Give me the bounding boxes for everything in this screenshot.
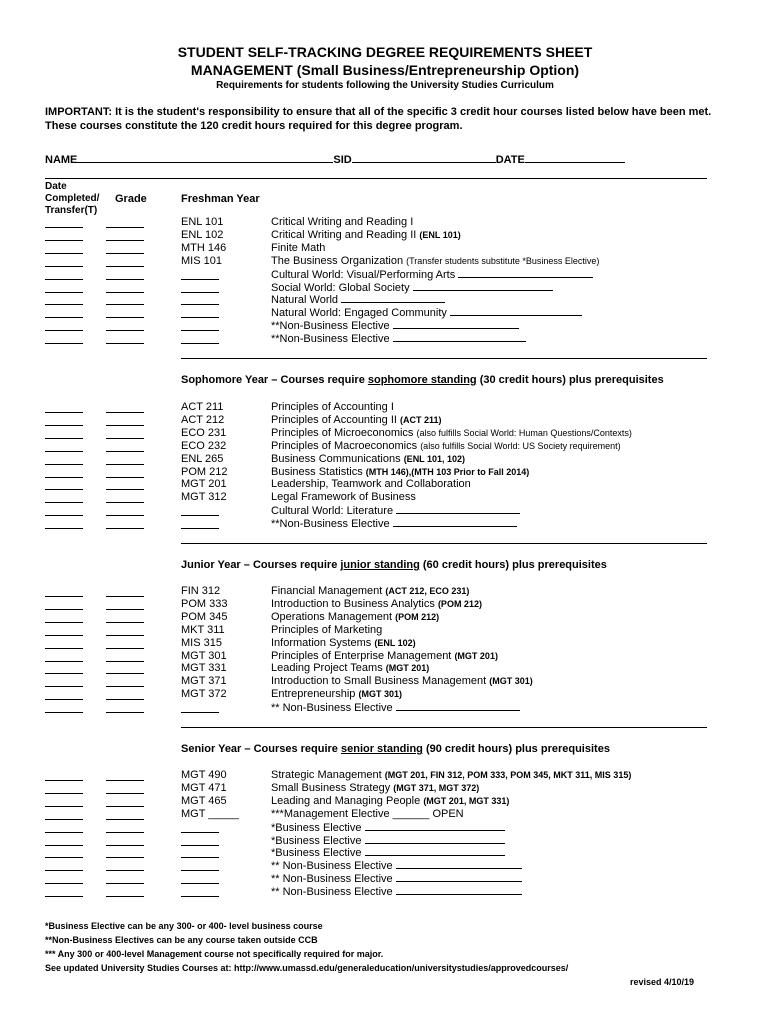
date-completed-blank[interactable] bbox=[45, 489, 83, 490]
course-title-text: *Business Elective bbox=[271, 847, 362, 860]
footnote-url: See updated University Studies Courses at: http://www.umassd.edu/generaleducation/universitystudies/approvedcourses/ bbox=[45, 963, 569, 973]
course-code: ACT 212 bbox=[181, 413, 225, 426]
course-code-blank[interactable] bbox=[181, 870, 219, 871]
course-title bbox=[271, 701, 520, 714]
course-title bbox=[271, 624, 382, 636]
course-prerequisites: (MGT 301) bbox=[358, 689, 402, 700]
course-title-text: Principles of Macroeconomics bbox=[271, 439, 418, 452]
course-title-text: Legal Framework of Business bbox=[271, 491, 416, 504]
senior-heading: Senior Year – Courses require senior standing (90 credit hours) plus prerequisites bbox=[181, 743, 610, 755]
date-completed-blank[interactable] bbox=[45, 686, 83, 687]
course-title bbox=[271, 662, 429, 674]
course-code-blank[interactable] bbox=[181, 832, 219, 833]
course-title bbox=[271, 675, 533, 687]
date-completed-blank[interactable] bbox=[45, 343, 83, 344]
course-title-text: ** Non-Business Elective bbox=[271, 886, 393, 899]
course-title-text: Principles of Accounting I bbox=[271, 401, 394, 413]
course-code: MIS 315 bbox=[181, 636, 222, 649]
section-divider bbox=[181, 543, 707, 544]
course-title bbox=[271, 281, 553, 294]
course-code-blank[interactable] bbox=[181, 515, 219, 516]
date-completed-blank[interactable] bbox=[45, 528, 83, 529]
course-fill-blank[interactable] bbox=[396, 504, 520, 514]
grade-blank[interactable] bbox=[106, 806, 144, 807]
course-title-text: Social World: Global Society bbox=[271, 281, 410, 294]
course-title-text: Principles of Marketing bbox=[271, 623, 383, 636]
course-title-text: Principles of Accounting II bbox=[271, 413, 397, 426]
course-title-text: Introduction to Business Analytics bbox=[271, 597, 435, 610]
course-title bbox=[271, 846, 505, 859]
date-completed-blank[interactable] bbox=[45, 438, 83, 439]
course-code: MGT 471 bbox=[181, 781, 227, 794]
course-title bbox=[271, 427, 632, 439]
grade-blank[interactable] bbox=[106, 515, 144, 516]
date-completed-blank[interactable] bbox=[45, 451, 83, 452]
footnote-business-elective: *Business Elective can be any 300- or 400- level business course bbox=[45, 921, 323, 931]
course-prerequisites: (ACT 211) bbox=[400, 414, 442, 425]
course-fill-blank[interactable] bbox=[365, 846, 505, 856]
course-code: POM 333 bbox=[181, 597, 228, 610]
grade-blank[interactable] bbox=[106, 673, 144, 674]
date-completed-blank[interactable] bbox=[45, 857, 83, 858]
course-fill-blank[interactable] bbox=[393, 319, 519, 329]
section-divider bbox=[181, 727, 707, 728]
course-title bbox=[271, 216, 413, 228]
course-title-text: Small Business Strategy bbox=[271, 781, 391, 794]
course-note: (also fulfills Social World: US Society requirement) bbox=[420, 440, 621, 451]
course-code: ACT 211 bbox=[181, 401, 224, 413]
course-title-text: Finite Math bbox=[271, 241, 326, 254]
course-fill-blank[interactable] bbox=[396, 859, 522, 869]
course-code: MGT 312 bbox=[181, 491, 227, 504]
grade-blank[interactable] bbox=[106, 819, 144, 820]
course-prerequisites: (ACT 212, ECO 231) bbox=[385, 586, 470, 596]
date-completed-blank[interactable] bbox=[45, 330, 83, 331]
date-completed-blank[interactable] bbox=[45, 819, 83, 820]
course-title-text: Introduction to Small Business Management bbox=[271, 675, 487, 688]
course-title-text: **Non-Business Elective bbox=[271, 518, 390, 531]
date-completed-blank[interactable] bbox=[45, 883, 83, 884]
date-completed-blank[interactable] bbox=[45, 609, 83, 610]
course-code-blank[interactable] bbox=[181, 712, 219, 713]
date-completed-blank[interactable] bbox=[45, 596, 83, 597]
name-field[interactable] bbox=[77, 151, 333, 163]
course-title bbox=[271, 414, 442, 426]
course-title-text: Natural World bbox=[271, 294, 339, 307]
grade-blank[interactable] bbox=[106, 596, 144, 597]
date-completed-blank[interactable] bbox=[45, 780, 83, 781]
grade-blank[interactable] bbox=[106, 412, 144, 413]
course-title-text: Principles of Microeconomics bbox=[271, 426, 414, 439]
date-label: DATE bbox=[495, 154, 525, 166]
course-prerequisites: (POM 212) bbox=[437, 598, 482, 609]
course-title bbox=[271, 611, 439, 623]
grade-blank[interactable] bbox=[106, 279, 144, 280]
sid-field[interactable] bbox=[352, 151, 496, 163]
grade-blank[interactable] bbox=[106, 304, 144, 305]
course-title bbox=[271, 229, 461, 241]
course-title bbox=[271, 650, 498, 662]
course-code-blank[interactable] bbox=[181, 343, 219, 344]
course-code-blank[interactable] bbox=[181, 317, 219, 318]
date-completed-blank[interactable] bbox=[45, 227, 83, 228]
grade-blank[interactable] bbox=[106, 330, 144, 331]
course-title-text: Critical Writing and Reading I bbox=[271, 216, 414, 228]
course-code: ENL 101 bbox=[181, 216, 224, 228]
course-code: MGT 301 bbox=[181, 649, 227, 662]
course-fill-blank[interactable] bbox=[396, 872, 522, 882]
course-title-text: Leading Project Teams bbox=[271, 662, 383, 675]
course-fill-blank[interactable] bbox=[341, 293, 445, 303]
grade-blank[interactable] bbox=[106, 489, 144, 490]
revision-date: revised 4/10/19 bbox=[630, 977, 695, 987]
date-completed-blank[interactable] bbox=[45, 253, 83, 254]
course-prerequisites: (MGT 201) bbox=[454, 650, 498, 661]
course-code-blank[interactable] bbox=[181, 528, 219, 529]
grade-column-header: Grade bbox=[115, 193, 147, 205]
course-title bbox=[271, 466, 529, 478]
date-completed-blank[interactable] bbox=[45, 699, 83, 700]
course-prerequisites: (MGT 301) bbox=[489, 676, 533, 687]
course-title bbox=[271, 293, 445, 306]
grade-blank[interactable] bbox=[106, 227, 144, 228]
course-title bbox=[271, 688, 402, 700]
course-fill-blank[interactable] bbox=[413, 281, 553, 291]
date-completed-blank[interactable] bbox=[45, 502, 83, 503]
course-title-text: Natural World: Engaged Community bbox=[271, 307, 447, 320]
course-title bbox=[271, 401, 394, 413]
course-title bbox=[271, 332, 526, 345]
course-title bbox=[271, 453, 465, 465]
grade-blank[interactable] bbox=[106, 870, 144, 871]
course-title bbox=[271, 268, 593, 281]
course-title bbox=[271, 769, 631, 781]
date-column-header: Date Completed/ Transfer(T) bbox=[45, 181, 100, 216]
grade-blank[interactable] bbox=[106, 425, 144, 426]
grade-blank[interactable] bbox=[106, 253, 144, 254]
page-subtitle: Requirements for students following the University Studies Curriculum bbox=[216, 80, 554, 91]
footnote-non-business-elective: **Non-Business Electives can be any course taken outside CCB bbox=[45, 935, 318, 945]
grade-blank[interactable] bbox=[106, 528, 144, 529]
grade-blank[interactable] bbox=[106, 896, 144, 897]
grade-blank[interactable] bbox=[106, 832, 144, 833]
grade-blank[interactable] bbox=[106, 317, 144, 318]
course-title-text: Cultural World: Literature bbox=[271, 505, 394, 518]
course-title-text: Cultural World: Visual/Performing Arts bbox=[271, 268, 456, 281]
course-code: MIS 101 bbox=[181, 254, 222, 267]
course-code: ENL 102 bbox=[181, 228, 224, 241]
course-code: MKT 311 bbox=[181, 623, 225, 636]
important-notice: IMPORTANT: It is the student's responsibility to ensure that all of the specific 3 credit hour courses listed below have been met. These courses constitute the 120 credit hours required for this degree program. bbox=[45, 106, 712, 132]
page-title-line1: STUDENT SELF-TRACKING DEGREE REQUIREMENTS SHEET bbox=[177, 44, 593, 60]
grade-blank[interactable] bbox=[106, 793, 144, 794]
course-code: MGT 490 bbox=[181, 769, 227, 781]
date-completed-blank[interactable] bbox=[45, 425, 83, 426]
date-completed-blank[interactable] bbox=[45, 648, 83, 649]
course-note: (Transfer students substitute *Business Elective) bbox=[406, 255, 600, 266]
course-code: MGT _____ bbox=[181, 807, 239, 820]
date-completed-blank[interactable] bbox=[45, 266, 83, 267]
course-title-text: Financial Management bbox=[271, 585, 383, 597]
grade-blank[interactable] bbox=[106, 477, 144, 478]
date-completed-blank[interactable] bbox=[45, 279, 83, 280]
course-prerequisites: (MGT 201, MGT 331) bbox=[423, 795, 510, 806]
grade-blank[interactable] bbox=[106, 343, 144, 344]
course-code-blank[interactable] bbox=[181, 279, 219, 280]
course-title-text: Strategic Management bbox=[271, 769, 382, 781]
grade-blank[interactable] bbox=[106, 883, 144, 884]
grade-blank[interactable] bbox=[106, 464, 144, 465]
footnote-management-elective: *** Any 300 or 400-level Management course not specifically required for major. bbox=[45, 949, 384, 959]
course-fill-blank[interactable] bbox=[396, 885, 522, 895]
grade-blank[interactable] bbox=[106, 845, 144, 846]
grade-blank[interactable] bbox=[106, 699, 144, 700]
course-code-blank[interactable] bbox=[181, 857, 219, 858]
grade-blank[interactable] bbox=[106, 686, 144, 687]
course-prerequisites: (ENL 102) bbox=[374, 637, 416, 648]
grade-blank[interactable] bbox=[106, 240, 144, 241]
course-title bbox=[271, 504, 520, 517]
course-code-blank[interactable] bbox=[181, 330, 219, 331]
course-title-text: Entrepreneurship bbox=[271, 688, 356, 701]
grade-blank[interactable] bbox=[106, 857, 144, 858]
date-completed-blank[interactable] bbox=[45, 477, 83, 478]
course-code: POM 212 bbox=[181, 465, 228, 478]
course-code-blank[interactable] bbox=[181, 304, 219, 305]
course-title bbox=[271, 637, 416, 649]
header-divider bbox=[45, 178, 707, 179]
course-title-text: Principles of Enterprise Management bbox=[271, 649, 452, 662]
section-divider bbox=[181, 358, 707, 359]
date-completed-blank[interactable] bbox=[45, 317, 83, 318]
course-title-text: Business Statistics bbox=[271, 465, 363, 478]
course-title-text: **Non-Business Elective bbox=[271, 320, 390, 333]
course-title-text: ** Non-Business Elective bbox=[271, 873, 393, 886]
course-title bbox=[271, 872, 522, 885]
course-title-text: Critical Writing and Reading II bbox=[271, 228, 417, 241]
course-code: ENL 265 bbox=[181, 452, 224, 465]
date-completed-blank[interactable] bbox=[45, 870, 83, 871]
course-code: POM 345 bbox=[181, 610, 228, 623]
date-completed-blank[interactable] bbox=[45, 832, 83, 833]
grade-blank[interactable] bbox=[106, 661, 144, 662]
date-completed-blank[interactable] bbox=[45, 240, 83, 241]
course-title-text: Leading and Managing People bbox=[271, 794, 421, 807]
course-code: ECO 231 bbox=[181, 426, 227, 439]
date-completed-blank[interactable] bbox=[45, 292, 83, 293]
course-prerequisites: (MGT 201) bbox=[385, 663, 430, 674]
course-code-blank[interactable] bbox=[181, 292, 219, 293]
course-title bbox=[271, 242, 325, 254]
course-prerequisites: (MGT 201, FIN 312, POM 333, POM 345, MKT 311, MIS 315) bbox=[384, 770, 632, 780]
course-code: MGT 372 bbox=[181, 688, 227, 701]
course-prerequisites: (MTH 146),(MTH 103 Prior to Fall 2014) bbox=[365, 466, 530, 477]
course-code-blank[interactable] bbox=[181, 883, 219, 884]
date-completed-blank[interactable] bbox=[45, 622, 83, 623]
date-completed-blank[interactable] bbox=[45, 673, 83, 674]
date-completed-blank[interactable] bbox=[45, 896, 83, 897]
course-title bbox=[271, 440, 621, 452]
course-prerequisites: (POM 212) bbox=[395, 611, 440, 622]
course-title bbox=[271, 885, 522, 898]
grade-blank[interactable] bbox=[106, 780, 144, 781]
course-fill-blank[interactable] bbox=[396, 701, 520, 711]
course-prerequisites: (MGT 371, MGT 372) bbox=[393, 782, 480, 793]
course-title-text: Business Communications bbox=[271, 452, 401, 465]
course-title-text: ***Management Elective ______ OPEN bbox=[271, 807, 464, 820]
course-code: MGT 371 bbox=[181, 675, 227, 688]
course-fill-blank[interactable] bbox=[458, 268, 593, 278]
grade-blank[interactable] bbox=[106, 609, 144, 610]
course-title-text: The Business Organization bbox=[271, 254, 404, 267]
date-completed-blank[interactable] bbox=[45, 806, 83, 807]
date-completed-blank[interactable] bbox=[45, 712, 83, 713]
course-title-text: *Business Elective bbox=[271, 834, 362, 847]
course-title bbox=[271, 478, 471, 490]
course-title bbox=[271, 491, 416, 503]
course-prerequisites: (ENL 101) bbox=[419, 229, 461, 240]
grade-blank[interactable] bbox=[106, 451, 144, 452]
date-completed-blank[interactable] bbox=[45, 661, 83, 662]
sophomore-heading: Sophomore Year – Courses require sophomore standing (30 credit hours) plus prerequisites bbox=[181, 374, 664, 386]
course-code-blank[interactable] bbox=[181, 845, 219, 846]
course-code: MTH 146 bbox=[181, 241, 227, 254]
grade-blank[interactable] bbox=[106, 502, 144, 503]
date-completed-blank[interactable] bbox=[45, 304, 83, 305]
junior-heading: Junior Year – Courses require junior standing (60 credit hours) plus prerequisites bbox=[181, 559, 607, 571]
freshman-heading: Freshman Year bbox=[181, 193, 260, 205]
course-code: MGT 331 bbox=[181, 662, 227, 675]
date-field[interactable] bbox=[525, 151, 625, 163]
grade-blank[interactable] bbox=[106, 648, 144, 649]
course-title-text: **Non-Business Elective bbox=[271, 333, 390, 346]
course-title bbox=[271, 255, 599, 267]
course-title bbox=[271, 585, 469, 597]
course-title-text: *Business Elective bbox=[271, 821, 362, 834]
course-fill-blank[interactable] bbox=[365, 821, 505, 831]
course-code: FIN 312 bbox=[181, 585, 221, 597]
grade-blank[interactable] bbox=[106, 622, 144, 623]
grade-blank[interactable] bbox=[106, 438, 144, 439]
course-code: MGT 465 bbox=[181, 794, 227, 807]
course-title bbox=[271, 598, 482, 610]
grade-blank[interactable] bbox=[106, 292, 144, 293]
course-code: MGT 201 bbox=[181, 478, 227, 491]
course-title bbox=[271, 319, 519, 332]
date-completed-blank[interactable] bbox=[45, 412, 83, 413]
course-title bbox=[271, 821, 505, 834]
course-title bbox=[271, 795, 509, 807]
course-title bbox=[271, 834, 505, 847]
grade-blank[interactable] bbox=[106, 266, 144, 267]
course-title bbox=[271, 306, 582, 319]
date-completed-blank[interactable] bbox=[45, 845, 83, 846]
date-completed-blank[interactable] bbox=[45, 515, 83, 516]
course-fill-blank[interactable] bbox=[365, 834, 505, 844]
course-title-text: Leadership, Teamwork and Collaboration bbox=[271, 478, 471, 491]
course-fill-blank[interactable] bbox=[450, 306, 582, 316]
course-title-text: ** Non-Business Elective bbox=[271, 860, 393, 873]
course-title bbox=[271, 859, 522, 872]
page-title-line2: MANAGEMENT (Small Business/Entrepreneurship Option) bbox=[190, 62, 580, 78]
course-code: ECO 232 bbox=[181, 439, 227, 452]
course-note: (also fulfills Social World: Human Questions/Contexts) bbox=[416, 427, 632, 438]
course-fill-blank[interactable] bbox=[393, 517, 517, 527]
course-title bbox=[271, 517, 517, 530]
date-completed-blank[interactable] bbox=[45, 793, 83, 794]
course-title-text: Operations Management bbox=[271, 610, 393, 623]
course-title bbox=[271, 808, 464, 820]
course-fill-blank[interactable] bbox=[393, 332, 526, 342]
course-code-blank[interactable] bbox=[181, 896, 219, 897]
course-title-text: ** Non-Business Elective bbox=[271, 702, 393, 715]
sid-label: SID bbox=[333, 154, 352, 166]
date-completed-blank[interactable] bbox=[45, 464, 83, 465]
name-label: NAME bbox=[45, 154, 78, 166]
date-completed-blank[interactable] bbox=[45, 635, 83, 636]
course-title bbox=[271, 782, 479, 794]
grade-blank[interactable] bbox=[106, 712, 144, 713]
course-title-text: Information Systems bbox=[271, 636, 372, 649]
grade-blank[interactable] bbox=[106, 635, 144, 636]
course-prerequisites: (ENL 101, 102) bbox=[403, 453, 466, 464]
identity-row bbox=[45, 151, 625, 166]
